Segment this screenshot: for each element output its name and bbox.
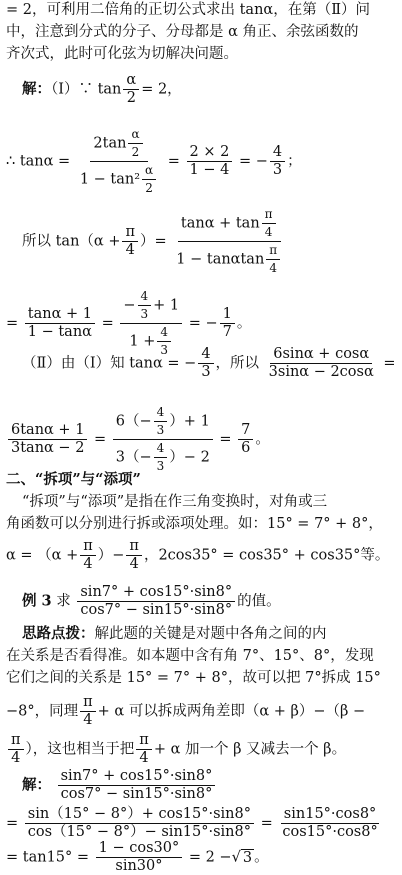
solution-3-line-1: 解： $\frac{\sin 7^\circ + \cos 15^\circ\cdot\sin 8^\circ}{\cos 7^\circ - \sin 15^\circ\cdot\sin 8^\circ}$ (22, 768, 398, 803)
solution-2-line-2: $\frac{6\tan\alpha + 1}{3\tan\alpha - 2}$ = 6（− $\frac{4}{3}$ ）+ 1 3（− $\frac{4}{3}$ ）− 2 = $\frac{7}{6}$ 。 (6, 404, 398, 475)
hint-line-4: −8°，同理 $\frac{\pi}{4}$ + α 可以拆成两角差即（α + β）−（β − (6, 694, 366, 728)
sqrt-three: 3 (242, 849, 253, 866)
intro-line-1: = 2，可利用二倍角的正切公式求出 tanα，在第（Ⅱ）问 (6, 2, 371, 18)
hint-label: 思路点拨： (22, 625, 95, 642)
fraction-sol3-d: $\frac{1 - \cos 30^\circ}{\sin 30^\circ}$ (96, 840, 183, 875)
solution-1-line-4: = $\frac{\tan\alpha + 1}{1 - \tan\alpha}$ = − $\frac{4}{3}$ + 1 1 + $\frac{4}{3}$ = − $\frac{1}{7}$ 。 (6, 289, 252, 357)
hint-line-3: 它们之间的关系是 15° = 7° + 8°，故可以把 7°拆成 15° (6, 670, 381, 686)
fraction-sol3-b: $\frac{\sin(15^\circ - 8^\circ)+ \cos 15^\circ\cdot\sin 8^\circ}{\cos(15^\circ - 8^\circ)- \sin 15^\circ\cdot\sin 8^\circ}$ (25, 806, 254, 841)
fraction-example: $\frac{\sin 7^\circ + \cos 15^\circ\cdot\sin 8^\circ}{\cos 7^\circ - \sin 15^\circ\cdot\sin 8^\circ}$ (77, 584, 235, 619)
fraction-pi-4: $\frac{\pi}{4}$ (122, 224, 138, 259)
fraction-numeric: $\frac{2 \times 2}{1 - 4}$ (187, 144, 233, 179)
fraction-double-angle: 2tan $\frac{\alpha}{2}$ 1 − tan² $\frac{\alpha}{2}$ (77, 126, 161, 197)
fraction-tan-ratio: $\frac{\tan\alpha + 1}{1 - \tan\alpha}$ (25, 306, 95, 341)
hint-line-5: $\frac{\pi}{4}$ ），这也相当于把 $\frac{\pi}{4}$ + α 加一个 β 又减去一个 β。 (6, 732, 398, 767)
fraction-sin-cos: $\frac{6\sin\alpha + \cos\alpha}{3\sin\alpha - 2\cos\alpha}$ (268, 346, 374, 380)
fraction-tan-form: $\frac{6\tan\alpha + 1}{3\tan\alpha - 2}$ (8, 422, 87, 457)
section-para-line-1: “拆项”与“添项”是指在作三角变换时，对角或三 (22, 494, 328, 510)
fraction-sol3-c: $\frac{\sin 15^\circ\cdot\cos 8^\circ}{\cos 15^\circ\cdot\cos 8^\circ}$ (282, 806, 378, 840)
example-label: 例 3 (22, 592, 52, 610)
fraction-answer: $\frac{7}{6}$ (238, 422, 253, 457)
fraction-tan-substituted: 6（− $\frac{4}{3}$ ）+ 1 3（− $\frac{4}{3}$ ）− 2 (113, 404, 213, 475)
solution-1-line-2: ∴ tanα = 2tan $\frac{\alpha}{2}$ 1 − tan² $\frac{\alpha}{2}$ = $\frac{2 \times 2}{1 - 4}$ = − $\frac{4}{3}$ ； (6, 127, 302, 195)
fraction-result: $\frac{4}{3}$ (270, 144, 285, 179)
fraction-tan-sum: tanα + tan $\frac{\pi}{4}$ 1 − tanαtan $\frac{\pi}{4}$ (173, 206, 285, 277)
solution-3-line-3: = tan15° = $\frac{1 - \cos 30^\circ}{\sin 30^\circ}$ = 2 −√ 3 。 (6, 840, 269, 874)
hint-line-1: 思路点拨：解此题的关键是对题中各角之间的内 (22, 625, 327, 642)
solution-1-line-3: 所以 tan（α + $\frac{\pi}{4}$ ）= tanα + tan $\frac{\pi}{4}$ 1 − tanαtan $\frac{\pi}{4}$ (22, 206, 398, 277)
intro-line-3: 齐次式，此时可化弦为切解决问题。 (6, 46, 238, 62)
fraction-half-alpha: $\frac{\alpha}{2}$ (123, 72, 139, 107)
fraction-final: $\frac{1}{7}$ (220, 306, 235, 341)
solution-3-line-2: = $\frac{\sin(15^\circ - 8^\circ)+ \cos 15^\circ\cdot\sin 8^\circ}{\cos(15^\circ - 8^\circ)- \sin 15^\circ\cdot\sin 8^\circ}$ = $\frac{\sin 15^\circ\cdot\cos 8^\circ}{\cos 15^\circ\cdot\cos 8^\circ}$ (6, 806, 398, 841)
fraction-substituted: − $\frac{4}{3}$ + 1 1 + $\frac{4}{3}$ (120, 288, 182, 359)
solution-2-line-1: （Ⅱ）由（Ⅰ）知 tanα = − $\frac{4}{3}$ ，所以 $\frac{6\sin\alpha + \cos\alpha}{3\sin\alpha - 2\cos\alpha}$ = (22, 346, 396, 380)
solution-1-line-1: 解：（Ⅰ）∵ tan $\frac{\alpha}{2}$ = 2， (22, 72, 182, 106)
fraction-sol3-a: $\frac{\sin 7^\circ + \cos 15^\circ\cdot\sin 8^\circ}{\cos 7^\circ - \sin 15^\circ\cdot\sin 8^\circ}$ (58, 768, 216, 803)
section-para-line-2: 角函数可以分别进行拆或添项处理。如：15° = 7° + 8°， (6, 516, 383, 532)
hint-line-2: 在关系是否看得准。如本题中含有角 7°、15°、8°，发现 (6, 648, 374, 664)
example-3: 例 3 求 $\frac{\sin 7^\circ + \cos 15^\circ\cdot\sin 8^\circ}{\cos 7^\circ - \sin 15^\circ\cdot\sin 8^\circ}$ 的值。 (22, 584, 281, 618)
intro-line-2: 中，注意到分式的分子、分母都是 α 角正、余弦函数的 (6, 24, 359, 40)
section-heading: 二、“拆项”与“添项” (6, 471, 141, 488)
section-para-line-3: α = （α + $\frac{\pi}{4}$ ）− $\frac{\pi}{4}$ ，2cos35° = cos35° + cos35°等。 (6, 538, 390, 572)
solution-label: 解： (22, 80, 51, 98)
